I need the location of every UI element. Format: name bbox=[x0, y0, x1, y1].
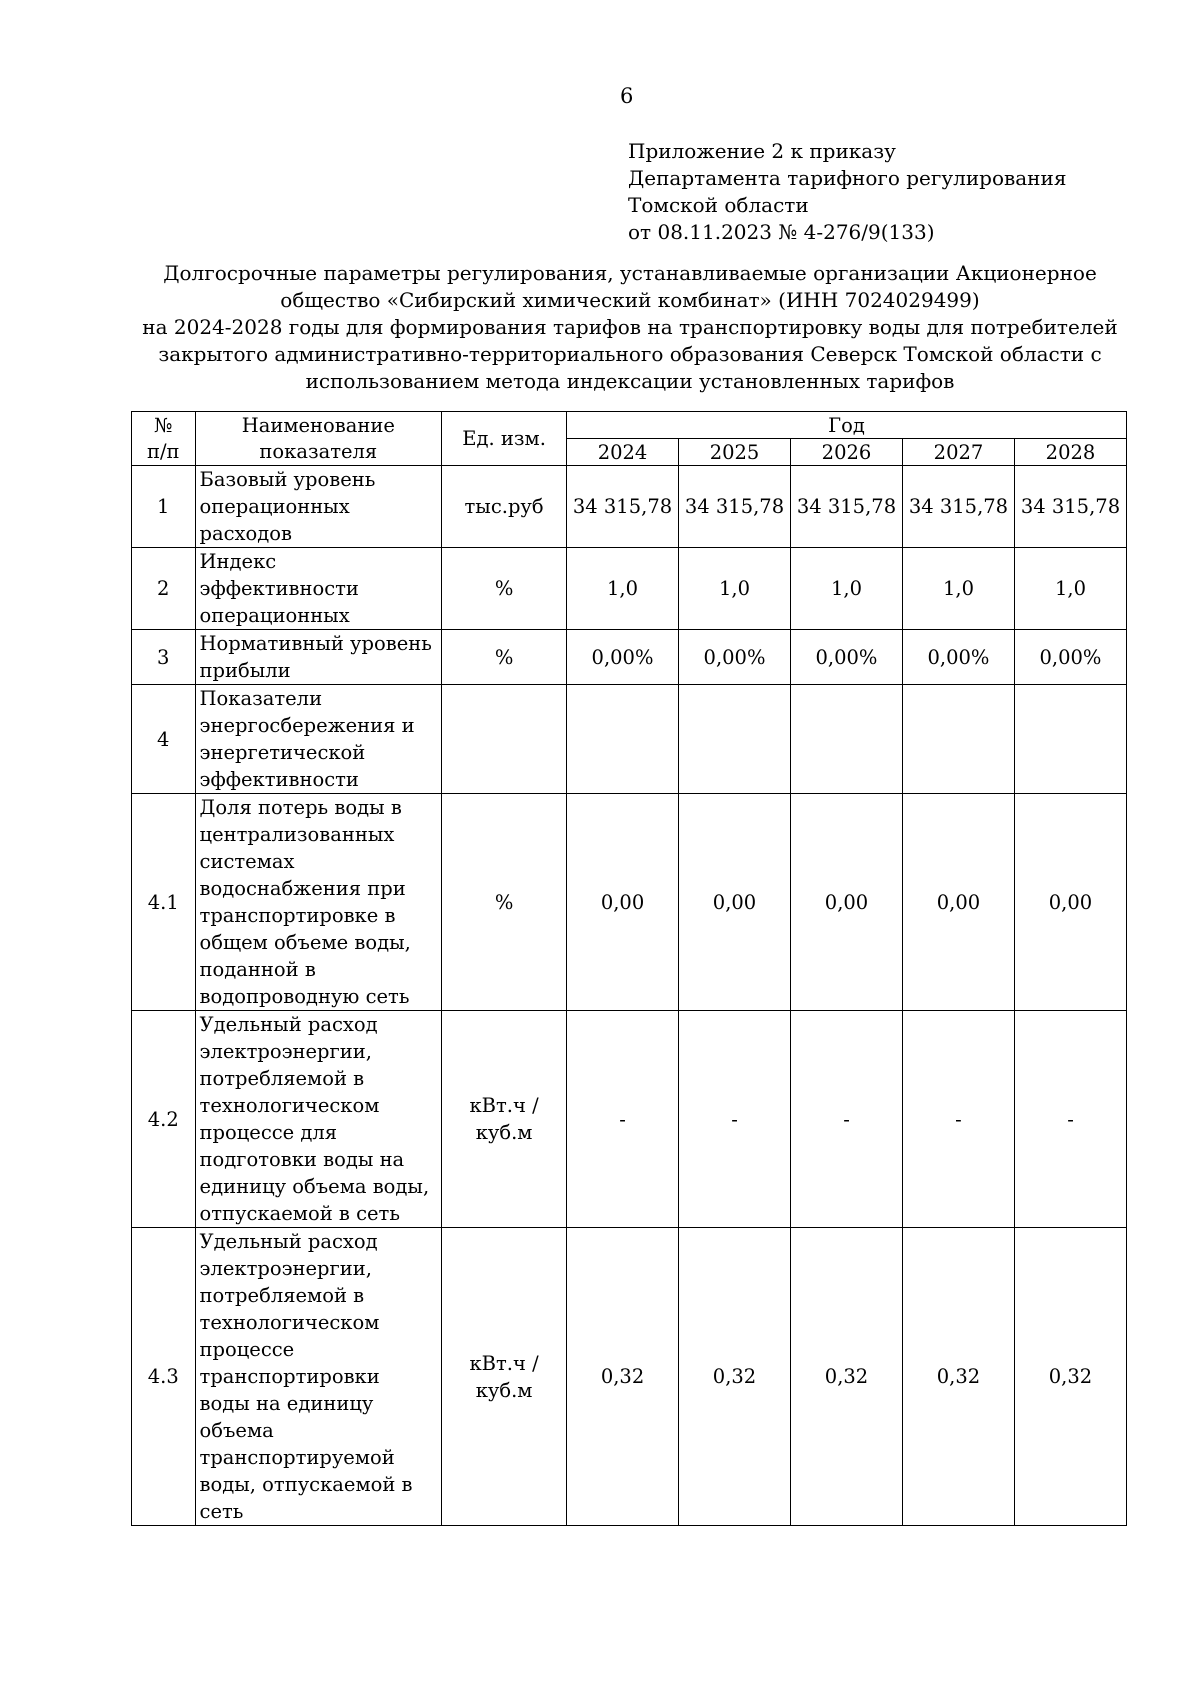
indicator-name-line: Удельный расход bbox=[199, 1013, 378, 1036]
table-row bbox=[132, 794, 1127, 1011]
indicator-name-line: эффективности bbox=[199, 768, 359, 791]
header-indicator-name bbox=[195, 412, 442, 466]
indicator-name-line: воды, отпускаемой в bbox=[199, 1473, 413, 1496]
year-value: 1,0 bbox=[567, 548, 679, 630]
year-value: 34 315,78 bbox=[1014, 466, 1126, 548]
year-value bbox=[902, 685, 1014, 794]
unit-line: % bbox=[494, 890, 514, 914]
indicator-name-line: электроэнергии, bbox=[199, 1040, 372, 1063]
indicator-name-line: поданной в bbox=[199, 958, 316, 981]
indicator-name-line: энергетической bbox=[199, 741, 366, 764]
indicator-name-line: процессе bbox=[199, 1338, 295, 1361]
year-value: 0,00 bbox=[679, 794, 791, 1011]
year-value: 34 315,78 bbox=[791, 466, 903, 548]
indicator-name-line: электроэнергии, bbox=[199, 1257, 372, 1280]
indicator-name-line: операционных bbox=[199, 604, 350, 627]
indicator-name bbox=[195, 685, 442, 794]
header-number bbox=[132, 412, 196, 466]
header-name-line: показателя bbox=[259, 439, 378, 463]
table-row bbox=[132, 1228, 1127, 1526]
appendix-line: Департамента тарифного регулирования bbox=[628, 166, 1067, 190]
unit-of-measure bbox=[442, 630, 567, 685]
page-number: 6 bbox=[620, 84, 634, 108]
unit-of-measure bbox=[442, 685, 567, 794]
year-value: - bbox=[791, 1011, 903, 1228]
table-row bbox=[132, 1011, 1127, 1228]
header-year: 2026 bbox=[791, 439, 903, 466]
indicator-name-line: централизованных bbox=[199, 823, 395, 846]
indicator-name-line: водопроводную сеть bbox=[199, 985, 410, 1008]
title-line: общество «Сибирский химический комбинат» (ИНН 7024029499) bbox=[280, 288, 980, 312]
indicator-name-line: процессе для bbox=[199, 1121, 338, 1144]
indicator-name-line: Базовый уровень bbox=[199, 468, 376, 491]
indicator-name-line: сеть bbox=[199, 1500, 244, 1523]
year-value: 0,00% bbox=[791, 630, 903, 685]
table-body bbox=[132, 466, 1127, 1526]
year-value bbox=[791, 685, 903, 794]
indicator-name-line: технологическом bbox=[199, 1311, 380, 1334]
indicator-name-line: операционных bbox=[199, 495, 350, 518]
year-value: 0,00% bbox=[679, 630, 791, 685]
header-number-line: № bbox=[154, 413, 173, 437]
title-line: закрытого административно-территориального образования Северск Томской области с bbox=[158, 342, 1102, 366]
year-value: 34 315,78 bbox=[679, 466, 791, 548]
header-name-line: Наименование bbox=[241, 413, 395, 437]
row-number: 4.1 bbox=[132, 794, 196, 1011]
indicator-name-line: Показатели bbox=[199, 687, 323, 710]
unit-of-measure bbox=[442, 1228, 567, 1526]
unit-line: кВт.ч / bbox=[469, 1094, 539, 1117]
indicator-name-line: Удельный расход bbox=[199, 1230, 378, 1253]
year-value: - bbox=[1014, 1011, 1126, 1228]
year-value: 0,00 bbox=[1014, 794, 1126, 1011]
unit-line: тыс.руб bbox=[464, 495, 544, 518]
header-year: 2028 bbox=[1014, 439, 1126, 466]
year-value: 34 315,78 bbox=[902, 466, 1014, 548]
title-line: использованием метода индексации установленных тарифов bbox=[305, 369, 955, 393]
year-value: 1,0 bbox=[679, 548, 791, 630]
indicator-name-line: отпускаемой в сеть bbox=[199, 1202, 400, 1225]
year-value bbox=[679, 685, 791, 794]
year-value bbox=[1014, 685, 1126, 794]
year-value: 0,32 bbox=[567, 1228, 679, 1526]
title-line: на 2024-2028 годы для формирования тарифов на транспортировку воды для потребителей bbox=[142, 315, 1118, 339]
year-value: - bbox=[902, 1011, 1014, 1228]
indicator-name-line: общем объеме воды, bbox=[199, 931, 411, 954]
row-number: 4.2 bbox=[132, 1011, 196, 1228]
indicator-name-line: транспортируемой bbox=[199, 1446, 395, 1469]
header-number-line: п/п bbox=[146, 439, 180, 463]
table-row bbox=[132, 466, 1127, 548]
year-value: 0,00 bbox=[567, 794, 679, 1011]
indicator-name-line: Нормативный уровень bbox=[199, 632, 432, 655]
unit-of-measure bbox=[442, 1011, 567, 1228]
unit-line: % bbox=[494, 645, 514, 669]
indicator-name bbox=[195, 630, 442, 685]
unit-line: куб.м bbox=[475, 1378, 533, 1402]
year-value: 1,0 bbox=[1014, 548, 1126, 630]
year-value: 0,00 bbox=[902, 794, 1014, 1011]
indicator-name bbox=[195, 1228, 442, 1526]
indicator-name-line: подготовки воды на bbox=[199, 1148, 405, 1171]
appendix-reference bbox=[628, 138, 1066, 246]
header-unit: Ед. изм. bbox=[442, 412, 567, 466]
indicator-name bbox=[195, 794, 442, 1011]
table-row bbox=[132, 685, 1127, 794]
indicator-name-line: воды на единицу bbox=[199, 1392, 374, 1415]
appendix-line: от 08.11.2023 № 4-276/9(133) bbox=[628, 220, 935, 244]
indicator-name-line: расходов bbox=[199, 522, 293, 545]
indicator-name-line: прибыли bbox=[199, 659, 291, 682]
unit-line: кВт.ч / bbox=[469, 1351, 539, 1375]
header-year-group: Год bbox=[567, 412, 1127, 439]
year-value: 0,32 bbox=[902, 1228, 1014, 1526]
table-header bbox=[132, 412, 1127, 466]
regulation-parameters-table bbox=[131, 411, 1127, 1526]
indicator-name bbox=[195, 1011, 442, 1228]
indicator-name bbox=[195, 548, 442, 630]
year-value: 0,00% bbox=[902, 630, 1014, 685]
header-year: 2024 bbox=[567, 439, 679, 466]
year-value: 0,00 bbox=[791, 794, 903, 1011]
indicator-name bbox=[195, 466, 442, 548]
row-number: 2 bbox=[132, 548, 196, 630]
unit-of-measure bbox=[442, 466, 567, 548]
year-value: 1,0 bbox=[902, 548, 1014, 630]
appendix-line: Томской области bbox=[628, 193, 809, 217]
year-value: 0,32 bbox=[1014, 1228, 1126, 1526]
unit-line: куб.м bbox=[475, 1121, 533, 1144]
indicator-name-line: единицу объема воды, bbox=[199, 1175, 430, 1198]
indicator-name-line: энергосбережения и bbox=[199, 714, 415, 737]
row-number: 4.3 bbox=[132, 1228, 196, 1526]
indicator-name-line: потребляемой в bbox=[199, 1284, 365, 1307]
indicator-name-line: системах bbox=[199, 850, 295, 873]
indicator-name-line: транспортировки bbox=[199, 1365, 380, 1388]
year-value: - bbox=[567, 1011, 679, 1228]
indicator-name-line: Индекс bbox=[199, 550, 277, 573]
row-number: 4 bbox=[132, 685, 196, 794]
year-value bbox=[567, 685, 679, 794]
table-row bbox=[132, 630, 1127, 685]
document-title bbox=[130, 260, 1130, 395]
indicator-name-line: объема bbox=[199, 1419, 274, 1442]
header-year: 2025 bbox=[679, 439, 791, 466]
indicator-name-line: технологическом bbox=[199, 1094, 380, 1117]
indicator-name-line: потребляемой в bbox=[199, 1067, 365, 1090]
indicator-name-line: водоснабжения при bbox=[199, 877, 406, 900]
title-line: Долгосрочные параметры регулирования, устанавливаемые организации Акционерное bbox=[163, 261, 1097, 285]
indicator-name-line: Доля потерь воды в bbox=[199, 796, 402, 819]
year-value: 0,00% bbox=[1014, 630, 1126, 685]
indicator-name-line: эффективности bbox=[199, 577, 359, 600]
appendix-line: Приложение 2 к приказу bbox=[628, 139, 896, 163]
indicator-name-line: транспортировке в bbox=[199, 904, 396, 927]
year-value: 0,00% bbox=[567, 630, 679, 685]
year-value: 0,32 bbox=[791, 1228, 903, 1526]
year-value: 34 315,78 bbox=[567, 466, 679, 548]
row-number: 3 bbox=[132, 630, 196, 685]
year-value: 0,32 bbox=[679, 1228, 791, 1526]
table-row bbox=[132, 548, 1127, 630]
unit-of-measure bbox=[442, 794, 567, 1011]
header-year: 2027 bbox=[902, 439, 1014, 466]
year-value: - bbox=[679, 1011, 791, 1228]
unit-line: % bbox=[494, 577, 514, 600]
row-number: 1 bbox=[132, 466, 196, 548]
year-value: 1,0 bbox=[791, 548, 903, 630]
unit-of-measure bbox=[442, 548, 567, 630]
